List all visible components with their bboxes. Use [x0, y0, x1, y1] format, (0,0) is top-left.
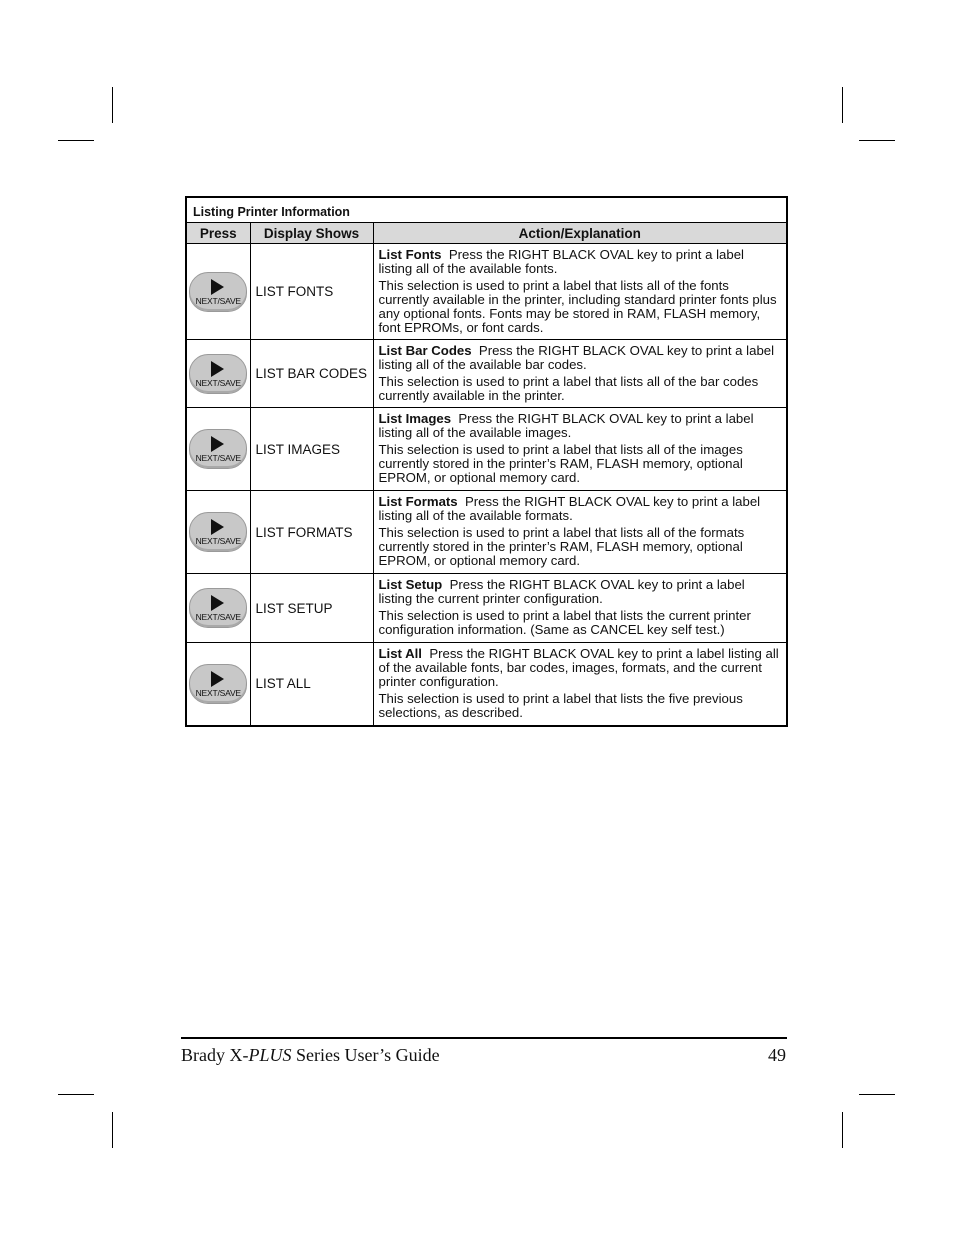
- action-title: List Bar Codes: [378, 342, 472, 358]
- action-title: List Setup: [378, 577, 443, 592]
- crop-mark: [842, 1112, 843, 1148]
- footer-rule: [181, 1037, 787, 1039]
- action-detail: This selection is used to print a label that lists all of the formats currently stored in the printer’s RAM, FLASH memory, optional EPROM, or optional memory card.: [378, 525, 745, 568]
- key-label: NEXT/SAVE: [195, 536, 241, 546]
- action-first-text: Press the RIGHT BLACK OVAL key to print a label listing the current printer configuration.: [378, 577, 745, 606]
- crop-mark: [842, 87, 843, 123]
- action-explanation: [373, 491, 787, 574]
- right-triangle-icon: [211, 361, 224, 377]
- action-detail: This selection is used to print a label that lists all of the bar codes currently available in the printer.: [378, 373, 759, 403]
- action-explanation: [373, 340, 787, 408]
- press-cell: [186, 408, 250, 491]
- footer-title-italic: PLUS: [248, 1045, 292, 1065]
- table-row: [186, 244, 787, 340]
- key-label: NEXT/SAVE: [195, 687, 241, 698]
- action-title: List Images: [378, 411, 452, 426]
- crop-mark: [112, 87, 113, 123]
- right-triangle-icon: [211, 279, 224, 295]
- listing-printer-info-table: [185, 196, 788, 727]
- footer-guide-title: [181, 1045, 440, 1066]
- press-cell: [186, 491, 250, 574]
- key-label: NEXT/SAVE: [195, 453, 241, 463]
- next-save-key: [189, 512, 247, 552]
- action-first-text: Press the RIGHT BLACK OVAL key to print a label listing all of the available formats.: [378, 494, 761, 523]
- crop-mark: [58, 140, 94, 141]
- action-summary: [379, 495, 782, 523]
- press-cell: [186, 340, 250, 408]
- action-detail: This selection is used to print a label that lists the five previous selections, as described.: [378, 690, 743, 720]
- display-text: LIST BAR CODES: [250, 340, 373, 408]
- action-summary: [379, 578, 782, 606]
- press-cell: [186, 244, 250, 340]
- press-cell: [186, 643, 250, 726]
- header-press: Press: [186, 223, 250, 244]
- action-summary: [379, 248, 782, 276]
- next-save-key: [189, 588, 247, 628]
- header-display-shows: Display Shows: [250, 223, 373, 244]
- right-triangle-icon: [211, 436, 224, 452]
- action-explanation: [373, 244, 787, 340]
- footer-title-prefix: Brady X-: [181, 1045, 249, 1065]
- action-title: List Fonts: [378, 246, 442, 262]
- action-detail: This selection is used to print a label that lists all of the fonts currently available in the printer, including standard printer fonts plus any optional fonts. Fonts may be stored in RAM, FLASH memory, font EPROMs, or font cards.: [378, 277, 777, 335]
- crop-mark: [859, 1094, 895, 1095]
- display-text: LIST FORMATS: [250, 491, 373, 574]
- header-action-explanation: Action/Explanation: [373, 223, 787, 244]
- next-save-key: [189, 354, 247, 394]
- action-explanation: [373, 643, 787, 726]
- key-label: NEXT/SAVE: [195, 295, 241, 306]
- display-text: LIST IMAGES: [250, 408, 373, 491]
- action-summary: [379, 344, 782, 372]
- key-label: NEXT/SAVE: [195, 377, 241, 388]
- page-number: 49: [768, 1045, 786, 1065]
- action-title: List All: [378, 645, 422, 661]
- table-row: [186, 643, 787, 726]
- right-triangle-icon: [211, 671, 224, 687]
- table-row: [186, 340, 787, 408]
- press-cell: [186, 574, 250, 643]
- display-text: LIST FONTS: [250, 244, 373, 340]
- crop-mark: [859, 140, 895, 141]
- action-summary: [379, 412, 782, 440]
- crop-mark: [112, 1112, 113, 1148]
- next-save-key: [189, 429, 247, 469]
- right-triangle-icon: [211, 519, 224, 535]
- action-first-text: Press the RIGHT BLACK OVAL key to print a label listing all of the available fonts.: [378, 246, 744, 276]
- action-title: List Formats: [378, 494, 458, 509]
- action-explanation: [373, 408, 787, 491]
- table-row: [186, 408, 787, 491]
- right-triangle-icon: [211, 595, 224, 611]
- action-first-text: Press the RIGHT BLACK OVAL key to print a label listing all of the available fonts, bar codes, images, formats, and the current printer configuration.: [378, 645, 779, 689]
- display-text: LIST ALL: [250, 643, 373, 726]
- table-row: [186, 574, 787, 643]
- action-detail: This selection is used to print a label that lists the current printer configuration information. (Same as CANCEL key self test.): [378, 608, 751, 637]
- action-first-text: Press the RIGHT BLACK OVAL key to print a label listing all of the available bar codes.: [378, 342, 775, 372]
- action-first-text: Press the RIGHT BLACK OVAL key to print a label listing all of the available images.: [378, 411, 754, 440]
- next-save-key: [189, 272, 247, 312]
- key-label: NEXT/SAVE: [195, 612, 241, 622]
- display-text: LIST SETUP: [250, 574, 373, 643]
- action-explanation: [373, 574, 787, 643]
- table-row: [186, 491, 787, 574]
- action-summary: [379, 647, 782, 689]
- table-title: Listing Printer Information: [186, 197, 787, 223]
- footer-title-suffix: Series User’s Guide: [291, 1045, 440, 1065]
- crop-mark: [58, 1094, 94, 1095]
- action-detail: This selection is used to print a label that lists all of the images currently stored in the printer’s RAM, FLASH memory, optional EPROM, or optional memory card.: [378, 442, 743, 485]
- next-save-key: [189, 664, 247, 704]
